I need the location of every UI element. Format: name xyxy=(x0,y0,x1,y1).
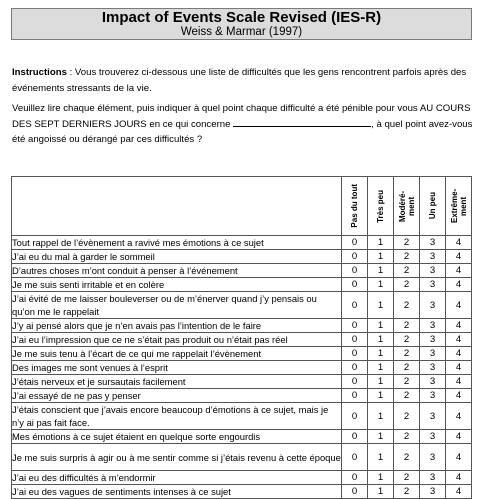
item-text: Je me suis senti irritable et en colère xyxy=(12,278,342,292)
score-option[interactable]: 4 xyxy=(446,347,472,361)
instructions-text: : Vous trouverez ci-dessous une liste de difficultés que les gens rencontrent parfois après des événements stressants de la vie. xyxy=(12,67,467,94)
item-text: Mes émotions à ce sujet étaient en quelque sorte engourdis xyxy=(12,430,342,444)
score-option[interactable]: 2 xyxy=(394,430,420,444)
table-row xyxy=(12,333,472,347)
score-option[interactable]: 0 xyxy=(342,292,368,319)
score-option[interactable]: 3 xyxy=(420,485,446,499)
score-option[interactable]: 2 xyxy=(394,375,420,389)
instructions-paragraph-2 xyxy=(12,101,474,148)
score-option[interactable]: 0 xyxy=(342,403,368,430)
item-column-header xyxy=(12,177,342,236)
instructions-paragraph xyxy=(12,65,474,96)
score-option[interactable]: 2 xyxy=(394,347,420,361)
score-option[interactable]: 1 xyxy=(368,444,394,471)
score-option[interactable]: 4 xyxy=(446,485,472,499)
score-option[interactable]: 0 xyxy=(342,264,368,278)
item-text: J’étais conscient que j’avais encore beaucoup d’émotions à ce sujet, mais je n’y ai pas fait face. xyxy=(12,403,342,430)
score-option[interactable]: 2 xyxy=(394,485,420,499)
item-text: J’ai eu des difficultés à m’endormir xyxy=(12,471,342,485)
item-text: Des images me sont venues à l’esprit xyxy=(12,361,342,375)
item-text: J’ai eu des vagues de sentiments intenses à ce sujet xyxy=(12,485,342,499)
score-option[interactable]: 2 xyxy=(394,471,420,485)
score-option[interactable]: 0 xyxy=(342,375,368,389)
table-row xyxy=(12,347,472,361)
score-option[interactable]: 2 xyxy=(394,264,420,278)
column-header xyxy=(420,177,446,236)
score-option[interactable]: 4 xyxy=(446,292,472,319)
table-row xyxy=(12,403,472,430)
item-text: J’ai eu du mal à garder le sommeil xyxy=(12,250,342,264)
column-header xyxy=(368,177,394,236)
score-option[interactable]: 4 xyxy=(446,361,472,375)
score-option[interactable]: 3 xyxy=(420,430,446,444)
table-row xyxy=(12,319,472,333)
score-option[interactable]: 2 xyxy=(394,361,420,375)
table-row xyxy=(12,471,472,485)
score-option[interactable]: 4 xyxy=(446,333,472,347)
score-option[interactable]: 4 xyxy=(446,236,472,250)
item-text: D’autres choses m’ont conduit à penser à l’événement xyxy=(12,264,342,278)
table-row xyxy=(12,485,472,499)
table-row xyxy=(12,292,472,319)
score-option[interactable]: 0 xyxy=(342,333,368,347)
table-row xyxy=(12,444,472,471)
score-option[interactable]: 1 xyxy=(368,485,394,499)
score-option[interactable]: 1 xyxy=(368,347,394,361)
score-option[interactable]: 2 xyxy=(394,236,420,250)
score-option[interactable]: 3 xyxy=(420,250,446,264)
instructions-text-2a: Veuillez lire chaque élément, puis indiquer à quel point chaque difficulté a été pénible pour vous AU COURS DES SEPT DERNIERS JOURS en ce qui concerne xyxy=(12,103,471,130)
score-option[interactable]: 3 xyxy=(420,264,446,278)
score-option[interactable]: 1 xyxy=(368,319,394,333)
table-row xyxy=(12,430,472,444)
table-row xyxy=(12,264,472,278)
score-option[interactable]: 3 xyxy=(420,236,446,250)
score-option[interactable]: 0 xyxy=(342,236,368,250)
score-option[interactable]: 2 xyxy=(394,389,420,403)
score-option[interactable]: 0 xyxy=(342,361,368,375)
score-option[interactable]: 0 xyxy=(342,319,368,333)
item-text: J’ai eu l’impression que ce ne s’était pas produit ou n’était pas réel xyxy=(12,333,342,347)
title-box xyxy=(11,8,472,40)
table-row xyxy=(12,278,472,292)
score-option[interactable]: 3 xyxy=(420,347,446,361)
score-option[interactable]: 3 xyxy=(420,361,446,375)
score-option[interactable]: 4 xyxy=(446,375,472,389)
page-title: Impact of Events Scale Revised (IES-R) xyxy=(101,9,382,26)
score-option[interactable]: 1 xyxy=(368,375,394,389)
score-option[interactable]: 4 xyxy=(446,403,472,430)
score-option[interactable]: 1 xyxy=(368,403,394,430)
item-text: J’ai essayé de ne pas y penser xyxy=(12,389,342,403)
item-text: Tout rappel de l’évènement a ravivé mes émotions à ce sujet xyxy=(12,236,342,250)
item-text: J’étais nerveux et je sursautais facilement xyxy=(12,375,342,389)
score-option[interactable]: 4 xyxy=(446,264,472,278)
column-header xyxy=(342,177,368,236)
score-option[interactable]: 0 xyxy=(342,250,368,264)
score-option[interactable]: 3 xyxy=(420,278,446,292)
score-option[interactable]: 1 xyxy=(368,278,394,292)
score-option[interactable]: 0 xyxy=(342,347,368,361)
column-header-label: Pas du tout xyxy=(350,184,359,228)
score-option[interactable]: 2 xyxy=(394,444,420,471)
score-option[interactable]: 4 xyxy=(446,319,472,333)
item-text: Je me suis surpris à agir ou à me sentir comme si j’étais revenu à cette époque xyxy=(12,444,342,471)
score-option[interactable]: 1 xyxy=(368,264,394,278)
score-option[interactable]: 0 xyxy=(342,389,368,403)
instructions-label: Instructions xyxy=(12,67,67,78)
score-option[interactable]: 0 xyxy=(342,444,368,471)
column-header-label: Très peu xyxy=(376,189,385,223)
score-option[interactable]: 4 xyxy=(446,444,472,471)
table-row xyxy=(12,250,472,264)
item-text: J’ai évité de me laisser bouleverser ou de m’énerver quand j’y pensais ou qu’on me le rappelait xyxy=(12,292,342,319)
score-option[interactable]: 1 xyxy=(368,236,394,250)
score-option[interactable]: 2 xyxy=(394,333,420,347)
score-option[interactable]: 3 xyxy=(420,389,446,403)
item-text: Je me suis tenu à l’écart de ce qui me rappelait l’évènement xyxy=(12,347,342,361)
table-header-row xyxy=(12,177,472,236)
table-row xyxy=(12,389,472,403)
score-option[interactable]: 0 xyxy=(342,485,368,499)
table-row xyxy=(12,375,472,389)
column-header-label: Modéré-ment xyxy=(397,190,416,222)
column-header-label: Un peu xyxy=(428,192,437,220)
score-option[interactable]: 3 xyxy=(420,375,446,389)
ies-r-table xyxy=(11,176,472,499)
table-row xyxy=(12,236,472,250)
score-option[interactable]: 1 xyxy=(368,333,394,347)
score-option[interactable]: 0 xyxy=(342,430,368,444)
instructions-text-2b: , à quel point avez-vous été angoissé ou dérangé par ces difficultés ? xyxy=(12,118,473,145)
score-option[interactable]: 3 xyxy=(420,471,446,485)
page-subtitle: Weiss & Marmar (1997) xyxy=(180,26,303,38)
score-option[interactable]: 1 xyxy=(368,430,394,444)
score-option[interactable]: 4 xyxy=(446,389,472,403)
score-option[interactable]: 0 xyxy=(342,278,368,292)
table-row xyxy=(12,361,472,375)
column-header-label: Extrême-ment xyxy=(449,188,468,224)
score-option[interactable]: 1 xyxy=(368,250,394,264)
score-option[interactable]: 3 xyxy=(420,292,446,319)
score-option[interactable]: 1 xyxy=(368,471,394,485)
score-option[interactable]: 0 xyxy=(342,471,368,485)
score-option[interactable]: 2 xyxy=(394,278,420,292)
score-option[interactable]: 2 xyxy=(394,292,420,319)
score-option[interactable]: 1 xyxy=(368,292,394,319)
score-option[interactable]: 4 xyxy=(446,250,472,264)
column-header xyxy=(446,177,472,236)
score-option[interactable]: 3 xyxy=(420,403,446,430)
score-option[interactable]: 4 xyxy=(446,278,472,292)
score-option[interactable]: 4 xyxy=(446,471,472,485)
score-option[interactable]: 2 xyxy=(394,250,420,264)
column-header xyxy=(394,177,420,236)
score-option[interactable]: 2 xyxy=(394,403,420,430)
score-option[interactable]: 4 xyxy=(446,430,472,444)
item-text: J’y ai pensé alors que je n’en avais pas l’intention de le faire xyxy=(12,319,342,333)
score-option[interactable]: 1 xyxy=(368,361,394,375)
score-option[interactable]: 1 xyxy=(368,389,394,403)
event-blank-line[interactable] xyxy=(233,118,371,127)
score-option[interactable]: 3 xyxy=(420,319,446,333)
score-option[interactable]: 2 xyxy=(394,319,420,333)
score-option[interactable]: 3 xyxy=(420,444,446,471)
score-option[interactable]: 3 xyxy=(420,333,446,347)
